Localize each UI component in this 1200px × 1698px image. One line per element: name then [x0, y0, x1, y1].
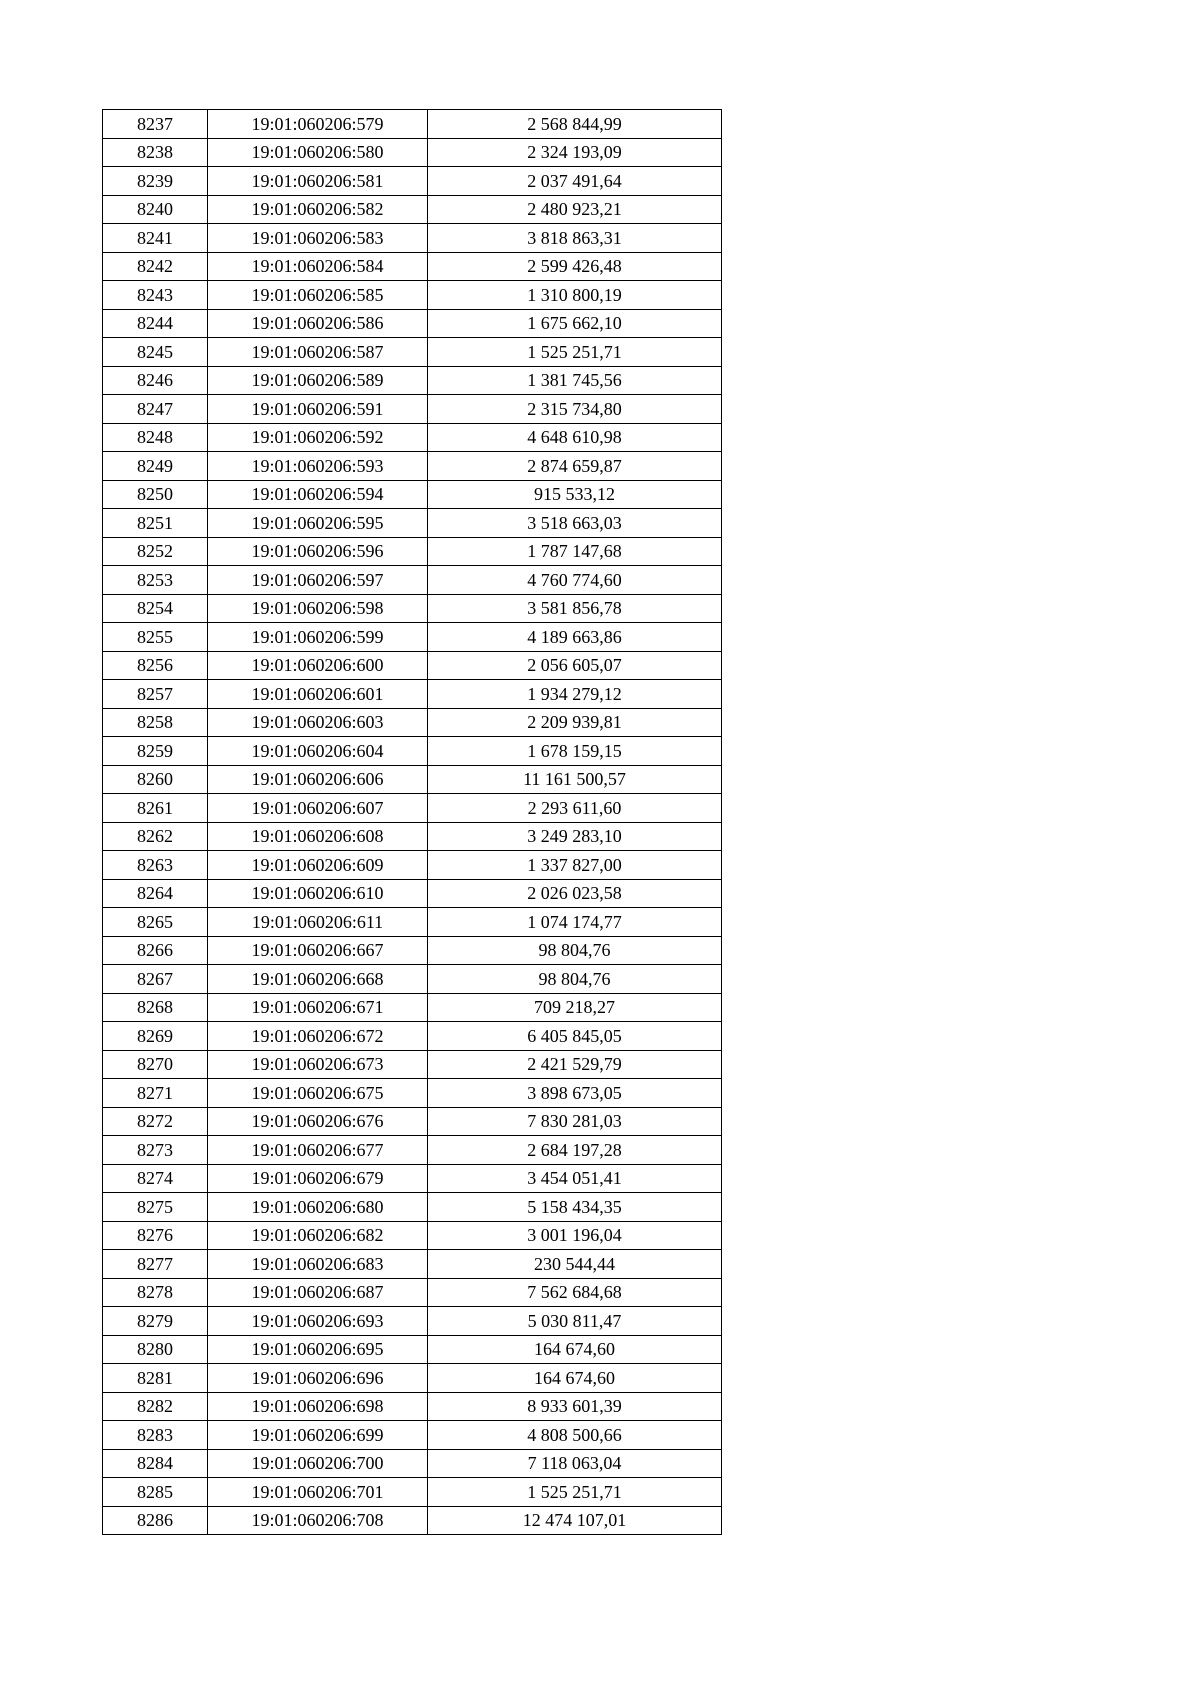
table-row [103, 1193, 722, 1222]
row-number-cell: 8278 [103, 1278, 208, 1307]
table-row [103, 1364, 722, 1393]
table-row [103, 708, 722, 737]
cadastral-value-cell: 1 310 800,19 [428, 281, 722, 310]
cadastral-number-cell: 19:01:060206:607 [208, 794, 428, 823]
row-number-cell: 8282 [103, 1392, 208, 1421]
cadastral-number-cell: 19:01:060206:696 [208, 1364, 428, 1393]
cadastral-value-cell: 3 581 856,78 [428, 594, 722, 623]
row-number-cell: 8285 [103, 1478, 208, 1507]
table-row [103, 338, 722, 367]
cadastral-number-cell: 19:01:060206:583 [208, 224, 428, 253]
cadastral-value-cell: 11 161 500,57 [428, 765, 722, 794]
table-row [103, 1421, 722, 1450]
row-number-cell: 8246 [103, 366, 208, 395]
table-row [103, 794, 722, 823]
cadastral-number-cell: 19:01:060206:587 [208, 338, 428, 367]
row-number-cell: 8249 [103, 452, 208, 481]
row-number-cell: 8251 [103, 509, 208, 538]
table-body [103, 110, 722, 1535]
cadastral-number-cell: 19:01:060206:695 [208, 1335, 428, 1364]
table-row [103, 1392, 722, 1421]
table-row [103, 138, 722, 167]
table-row [103, 480, 722, 509]
table-row [103, 1478, 722, 1507]
row-number-cell: 8270 [103, 1050, 208, 1079]
cadastral-value-cell: 2 037 491,64 [428, 167, 722, 196]
cadastral-number-cell: 19:01:060206:601 [208, 680, 428, 709]
cadastral-value-cell: 4 189 663,86 [428, 623, 722, 652]
cadastral-value-cell: 230 544,44 [428, 1250, 722, 1279]
cadastral-value-cell: 2 599 426,48 [428, 252, 722, 281]
table-row [103, 537, 722, 566]
table-row [103, 452, 722, 481]
cadastral-number-cell: 19:01:060206:598 [208, 594, 428, 623]
cadastral-number-cell: 19:01:060206:611 [208, 908, 428, 937]
cadastral-value-cell: 709 218,27 [428, 993, 722, 1022]
cadastral-number-cell: 19:01:060206:580 [208, 138, 428, 167]
cadastral-number-cell: 19:01:060206:596 [208, 537, 428, 566]
table-row [103, 737, 722, 766]
row-number-cell: 8244 [103, 309, 208, 338]
cadastral-number-cell: 19:01:060206:698 [208, 1392, 428, 1421]
row-number-cell: 8258 [103, 708, 208, 737]
cadastral-number-cell: 19:01:060206:687 [208, 1278, 428, 1307]
cadastral-number-cell: 19:01:060206:677 [208, 1136, 428, 1165]
cadastral-value-cell: 12 474 107,01 [428, 1506, 722, 1535]
cadastral-number-cell: 19:01:060206:673 [208, 1050, 428, 1079]
table-row [103, 395, 722, 424]
cadastral-value-cell: 8 933 601,39 [428, 1392, 722, 1421]
cadastral-value-cell: 5 030 811,47 [428, 1307, 722, 1336]
row-number-cell: 8267 [103, 965, 208, 994]
row-number-cell: 8279 [103, 1307, 208, 1336]
row-number-cell: 8255 [103, 623, 208, 652]
row-number-cell: 8264 [103, 879, 208, 908]
cadastral-number-cell: 19:01:060206:597 [208, 566, 428, 595]
cadastral-number-cell: 19:01:060206:668 [208, 965, 428, 994]
cadastral-number-cell: 19:01:060206:708 [208, 1506, 428, 1535]
row-number-cell: 8259 [103, 737, 208, 766]
table-row [103, 879, 722, 908]
row-number-cell: 8271 [103, 1079, 208, 1108]
row-number-cell: 8248 [103, 423, 208, 452]
table-row [103, 851, 722, 880]
cadastral-value-cell: 3 898 673,05 [428, 1079, 722, 1108]
cadastral-number-cell: 19:01:060206:595 [208, 509, 428, 538]
table-row [103, 1107, 722, 1136]
row-number-cell: 8284 [103, 1449, 208, 1478]
cadastral-value-cell: 4 648 610,98 [428, 423, 722, 452]
cadastral-value-cell: 3 249 283,10 [428, 822, 722, 851]
table-row [103, 252, 722, 281]
row-number-cell: 8243 [103, 281, 208, 310]
row-number-cell: 8262 [103, 822, 208, 851]
row-number-cell: 8263 [103, 851, 208, 880]
cadastral-number-cell: 19:01:060206:672 [208, 1022, 428, 1051]
cadastral-value-cell: 164 674,60 [428, 1364, 722, 1393]
cadastral-value-cell: 1 525 251,71 [428, 1478, 722, 1507]
table-row [103, 594, 722, 623]
cadastral-number-cell: 19:01:060206:680 [208, 1193, 428, 1222]
table-row [103, 566, 722, 595]
cadastral-number-cell: 19:01:060206:600 [208, 651, 428, 680]
table-row [103, 1164, 722, 1193]
cadastral-value-table [102, 109, 722, 1535]
cadastral-value-cell: 3 001 196,04 [428, 1221, 722, 1250]
cadastral-number-cell: 19:01:060206:679 [208, 1164, 428, 1193]
row-number-cell: 8276 [103, 1221, 208, 1250]
cadastral-number-cell: 19:01:060206:593 [208, 452, 428, 481]
cadastral-value-cell: 2 324 193,09 [428, 138, 722, 167]
cadastral-number-cell: 19:01:060206:683 [208, 1250, 428, 1279]
cadastral-number-cell: 19:01:060206:599 [208, 623, 428, 652]
table-row [103, 1050, 722, 1079]
cadastral-value-cell: 3 818 863,31 [428, 224, 722, 253]
table-row [103, 908, 722, 937]
row-number-cell: 8247 [103, 395, 208, 424]
cadastral-value-cell: 1 337 827,00 [428, 851, 722, 880]
table-row [103, 1307, 722, 1336]
table-row [103, 509, 722, 538]
cadastral-number-cell: 19:01:060206:594 [208, 480, 428, 509]
table-row [103, 936, 722, 965]
table-row [103, 195, 722, 224]
cadastral-number-cell: 19:01:060206:700 [208, 1449, 428, 1478]
row-number-cell: 8274 [103, 1164, 208, 1193]
table-row [103, 1506, 722, 1535]
table-row [103, 822, 722, 851]
cadastral-number-cell: 19:01:060206:608 [208, 822, 428, 851]
cadastral-value-cell: 7 118 063,04 [428, 1449, 722, 1478]
cadastral-number-cell: 19:01:060206:667 [208, 936, 428, 965]
cadastral-value-cell: 2 026 023,58 [428, 879, 722, 908]
table-row [103, 423, 722, 452]
table-row [103, 167, 722, 196]
cadastral-number-cell: 19:01:060206:584 [208, 252, 428, 281]
cadastral-number-cell: 19:01:060206:592 [208, 423, 428, 452]
cadastral-number-cell: 19:01:060206:699 [208, 1421, 428, 1450]
row-number-cell: 8286 [103, 1506, 208, 1535]
cadastral-value-cell: 1 381 745,56 [428, 366, 722, 395]
cadastral-value-cell: 2 480 923,21 [428, 195, 722, 224]
table-row [103, 765, 722, 794]
cadastral-value-cell: 98 804,76 [428, 936, 722, 965]
cadastral-value-cell: 2 568 844,99 [428, 110, 722, 139]
row-number-cell: 8257 [103, 680, 208, 709]
table-row [103, 1022, 722, 1051]
table-row [103, 309, 722, 338]
table-row [103, 1250, 722, 1279]
table-row [103, 1221, 722, 1250]
cadastral-value-cell: 1 675 662,10 [428, 309, 722, 338]
cadastral-number-cell: 19:01:060206:586 [208, 309, 428, 338]
row-number-cell: 8253 [103, 566, 208, 595]
cadastral-number-cell: 19:01:060206:591 [208, 395, 428, 424]
cadastral-number-cell: 19:01:060206:604 [208, 737, 428, 766]
row-number-cell: 8275 [103, 1193, 208, 1222]
cadastral-value-cell: 1 787 147,68 [428, 537, 722, 566]
row-number-cell: 8239 [103, 167, 208, 196]
cadastral-number-cell: 19:01:060206:581 [208, 167, 428, 196]
row-number-cell: 8250 [103, 480, 208, 509]
row-number-cell: 8252 [103, 537, 208, 566]
row-number-cell: 8265 [103, 908, 208, 937]
cadastral-value-cell: 2 684 197,28 [428, 1136, 722, 1165]
cadastral-value-cell: 2 315 734,80 [428, 395, 722, 424]
row-number-cell: 8256 [103, 651, 208, 680]
cadastral-number-cell: 19:01:060206:582 [208, 195, 428, 224]
table-row [103, 366, 722, 395]
table-row [103, 110, 722, 139]
cadastral-number-cell: 19:01:060206:603 [208, 708, 428, 737]
cadastral-value-cell: 98 804,76 [428, 965, 722, 994]
cadastral-value-cell: 2 293 611,60 [428, 794, 722, 823]
table-row [103, 623, 722, 652]
cadastral-value-cell: 7 562 684,68 [428, 1278, 722, 1307]
row-number-cell: 8266 [103, 936, 208, 965]
cadastral-value-cell: 2 056 605,07 [428, 651, 722, 680]
cadastral-value-cell: 915 533,12 [428, 480, 722, 509]
cadastral-number-cell: 19:01:060206:579 [208, 110, 428, 139]
cadastral-number-cell: 19:01:060206:693 [208, 1307, 428, 1336]
cadastral-number-cell: 19:01:060206:585 [208, 281, 428, 310]
row-number-cell: 8272 [103, 1107, 208, 1136]
table-row [103, 651, 722, 680]
row-number-cell: 8277 [103, 1250, 208, 1279]
table-row [103, 1136, 722, 1165]
cadastral-value-cell: 1 525 251,71 [428, 338, 722, 367]
row-number-cell: 8268 [103, 993, 208, 1022]
cadastral-number-cell: 19:01:060206:610 [208, 879, 428, 908]
cadastral-value-cell: 3 454 051,41 [428, 1164, 722, 1193]
cadastral-number-cell: 19:01:060206:701 [208, 1478, 428, 1507]
cadastral-value-cell: 1 678 159,15 [428, 737, 722, 766]
row-number-cell: 8260 [103, 765, 208, 794]
row-number-cell: 8283 [103, 1421, 208, 1450]
row-number-cell: 8269 [103, 1022, 208, 1051]
cadastral-number-cell: 19:01:060206:675 [208, 1079, 428, 1108]
table-row [103, 1335, 722, 1364]
row-number-cell: 8281 [103, 1364, 208, 1393]
row-number-cell: 8237 [103, 110, 208, 139]
table-row [103, 1278, 722, 1307]
row-number-cell: 8240 [103, 195, 208, 224]
cadastral-value-cell: 5 158 434,35 [428, 1193, 722, 1222]
row-number-cell: 8280 [103, 1335, 208, 1364]
row-number-cell: 8238 [103, 138, 208, 167]
table-row [103, 281, 722, 310]
table-row [103, 965, 722, 994]
cadastral-value-cell: 4 808 500,66 [428, 1421, 722, 1450]
table-row [103, 1449, 722, 1478]
cadastral-value-cell: 3 518 663,03 [428, 509, 722, 538]
cadastral-value-cell: 6 405 845,05 [428, 1022, 722, 1051]
row-number-cell: 8261 [103, 794, 208, 823]
cadastral-number-cell: 19:01:060206:609 [208, 851, 428, 880]
table-row [103, 224, 722, 253]
cadastral-number-cell: 19:01:060206:589 [208, 366, 428, 395]
cadastral-value-cell: 1 934 279,12 [428, 680, 722, 709]
row-number-cell: 8245 [103, 338, 208, 367]
row-number-cell: 8242 [103, 252, 208, 281]
table-row [103, 993, 722, 1022]
table-row [103, 1079, 722, 1108]
cadastral-number-cell: 19:01:060206:671 [208, 993, 428, 1022]
row-number-cell: 8241 [103, 224, 208, 253]
cadastral-value-cell: 1 074 174,77 [428, 908, 722, 937]
cadastral-number-cell: 19:01:060206:606 [208, 765, 428, 794]
cadastral-value-cell: 7 830 281,03 [428, 1107, 722, 1136]
table-row [103, 680, 722, 709]
cadastral-value-cell: 2 209 939,81 [428, 708, 722, 737]
row-number-cell: 8273 [103, 1136, 208, 1165]
cadastral-value-cell: 2 874 659,87 [428, 452, 722, 481]
row-number-cell: 8254 [103, 594, 208, 623]
cadastral-value-cell: 4 760 774,60 [428, 566, 722, 595]
cadastral-number-cell: 19:01:060206:682 [208, 1221, 428, 1250]
cadastral-value-cell: 2 421 529,79 [428, 1050, 722, 1079]
cadastral-number-cell: 19:01:060206:676 [208, 1107, 428, 1136]
cadastral-value-cell: 164 674,60 [428, 1335, 722, 1364]
